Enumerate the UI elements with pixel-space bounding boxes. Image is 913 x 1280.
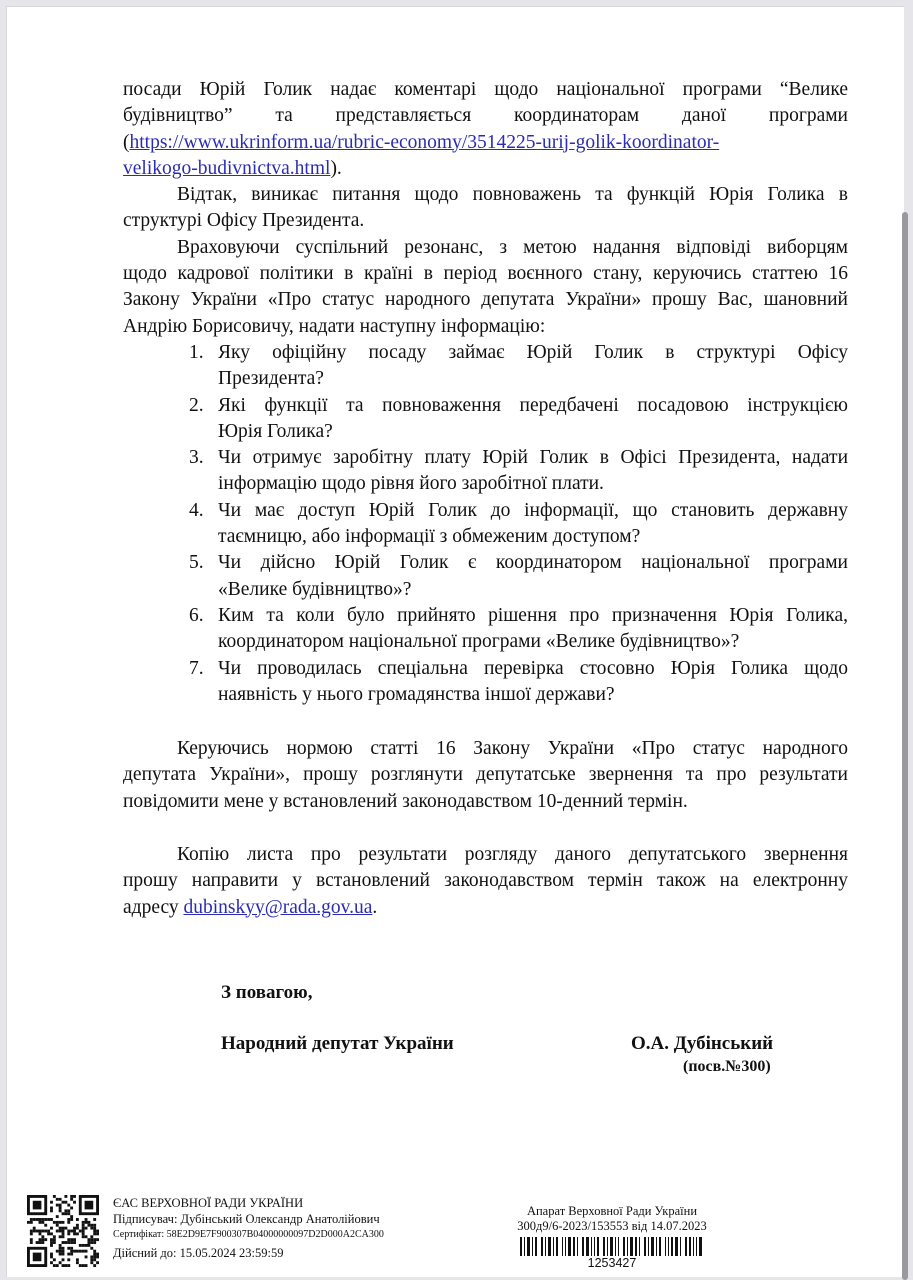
question-text: Яку офіційну посаду займає Юрій Голик в структурі Офісу	[218, 341, 848, 363]
question-text: наявність у нього громадянства іншої держави?	[218, 683, 615, 705]
question-number: 1.	[189, 341, 204, 363]
question-paragraph	[123, 182, 848, 235]
certificate-line: Сертифікат: 58E2D9E7F900307B04000000097D2D000A2CA300	[113, 1229, 384, 1240]
question-item	[123, 550, 848, 603]
signer-name: О.А. Дубінський	[631, 1033, 774, 1054]
closing: З повагою,	[221, 982, 313, 1003]
period: .	[372, 896, 378, 918]
valid-until-line: Дійсний до: 15.05.2024 23:59:59	[113, 1246, 284, 1260]
question-item	[123, 445, 848, 498]
barcode-icon	[501, 1237, 723, 1256]
question-item	[123, 656, 848, 709]
letter-body	[123, 77, 848, 921]
question-item	[123, 603, 848, 656]
text-line: Відтак, виникає питання щодо повноважень та функцій Юрія Голика в	[177, 184, 848, 206]
question-text: координатором національної програми «Велике будівництво»?	[218, 631, 740, 653]
text-line: прошу направити у встановлений законодавством термін також на електронну	[123, 870, 848, 892]
text-line: Закону України «Про статус народного депутата України» прошу Вас, шановний	[123, 289, 848, 311]
text-line: будівництво” та представляється координаторам даної програми	[123, 105, 848, 127]
question-text: Чи отримує заробітну плату Юрій Голик в Офісі Президента, надати	[218, 447, 848, 469]
question-text: Чи має доступ Юрій Голик до інформації, що становить державну	[218, 499, 848, 521]
question-number: 3.	[189, 447, 204, 469]
question-text: таємницю, або інформації з обмеженим доступом?	[218, 526, 641, 548]
text-line: Враховуючи суспільний резонанс, з метою надання відповіді виборцям	[177, 236, 848, 258]
question-number: 4.	[189, 499, 204, 521]
text-line: структурі Офісу Президента.	[123, 210, 365, 232]
signer-id: (посв.№300)	[683, 1058, 771, 1075]
question-text: «Велике будівництво»?	[218, 578, 412, 600]
source-link[interactable]: https://www.ukrinform.ua/rubric-economy/3514225-urij-golik-koordinator-	[129, 131, 720, 153]
question-text: Ким та коли було прийнято рішення про призначення Юрія Голика,	[218, 604, 848, 626]
text-line: Копію листа про результати розгляду даного депутатського звернення	[177, 844, 848, 866]
source-link-cont[interactable]: velikogo-budivnictva.html	[123, 157, 331, 179]
text-line: повідомити мене у встановлений законодавством 10-денний термін.	[123, 790, 688, 812]
signer-line: Підписувач: Дубінський Олександр Анатолійович	[113, 1212, 380, 1226]
question-text: Президента?	[218, 368, 324, 390]
questions-list	[123, 340, 848, 708]
deadline-paragraph	[123, 736, 848, 815]
copy-paragraph	[123, 842, 848, 921]
text-line: Андрію Борисовичу, надати наступну інформацію:	[123, 315, 546, 337]
text-line: Керуючись нормою статті 16 Закону України «Про статус народного	[177, 738, 848, 760]
question-text: інформацію щодо рівня його заробітної плати.	[218, 473, 604, 495]
question-item	[123, 393, 848, 446]
vertical-scrollbar[interactable]	[902, 212, 908, 1280]
system-name: ЄАС ВЕРХОВНОЇ РАДИ УКРАЇНИ	[113, 1196, 304, 1210]
question-text: Чи дійсно Юрій Голик є координатором національної програми	[218, 552, 848, 574]
question-item	[123, 498, 848, 551]
email-link[interactable]: dubinskyy@rada.gov.ua	[183, 896, 373, 918]
question-number: 5.	[189, 552, 204, 574]
registration-number: 300д9/6-2023/153553 від 14.07.2023	[517, 1219, 707, 1233]
signer-title: Народний депутат України	[221, 1033, 454, 1054]
paren: ).	[330, 157, 342, 179]
document-page	[6, 6, 904, 1277]
question-number: 6.	[189, 604, 204, 626]
text-line: адресу	[123, 896, 184, 918]
intro-paragraph	[123, 77, 848, 182]
barcode-number: 1253427	[587, 1256, 637, 1270]
request-paragraph	[123, 235, 848, 340]
text-line: депутата України», прошу розглянути депутатське звернення та про результати	[123, 764, 848, 786]
question-text: Юрія Голика?	[218, 420, 333, 442]
qr-code-icon	[27, 1195, 99, 1267]
question-item	[123, 340, 848, 393]
paren: (	[123, 131, 130, 153]
question-text: Які функції та повноваження передбачені посадовою інструкцією	[218, 394, 848, 416]
question-number: 2.	[189, 394, 204, 416]
text-line: щодо кадрової політики в країні в період воєнного стану, керуючись статтею 16	[123, 263, 848, 285]
question-text: Чи проводилась спеціальна перевірка стосовно Юрія Голика щодо	[218, 657, 848, 679]
signature-info	[113, 1195, 384, 1261]
text-line: посади Юрій Голик надає коментарі щодо національної програми “Велике	[123, 79, 848, 100]
org-name: Апарат Верховної Ради України	[526, 1204, 698, 1218]
registration-stamp	[501, 1204, 723, 1270]
question-number: 7.	[189, 657, 204, 679]
